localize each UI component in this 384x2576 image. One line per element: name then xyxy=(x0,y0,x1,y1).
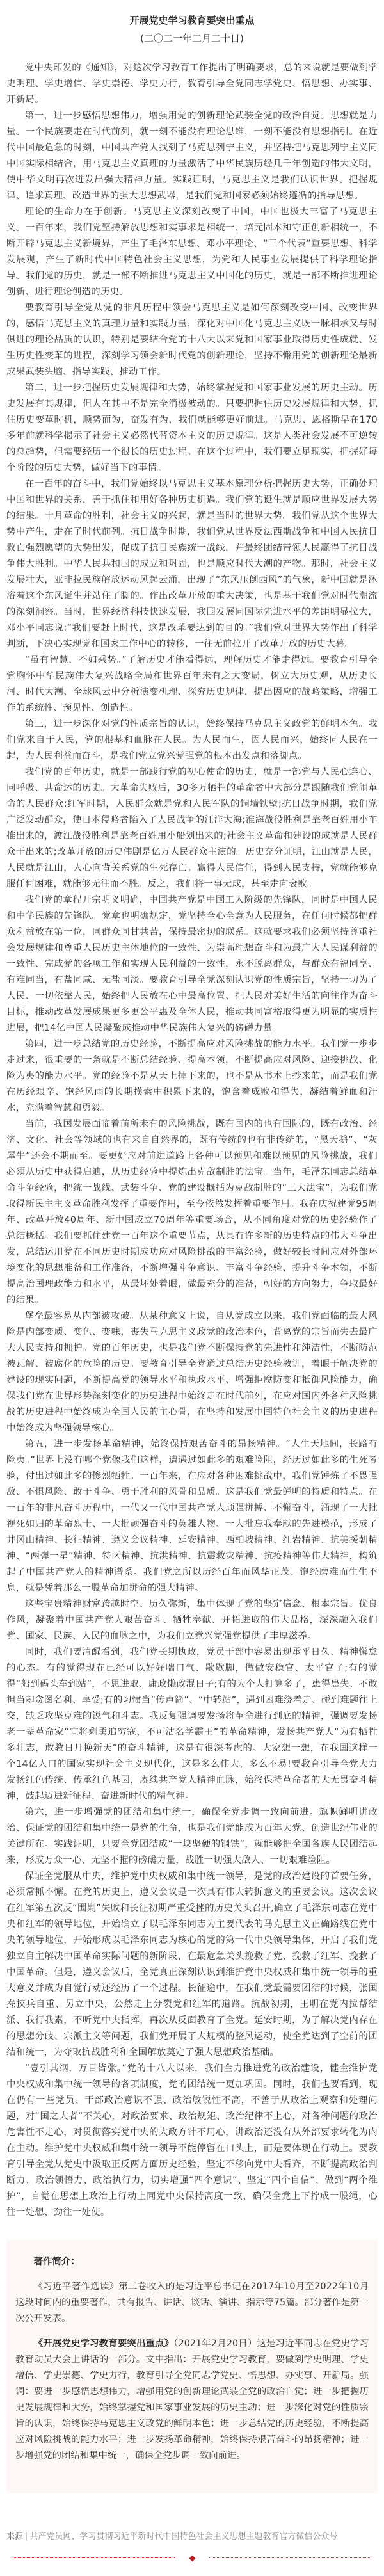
work-title: 《开展党史学习教育要突出重点》 xyxy=(33,2339,174,2349)
paragraph: 保证全党服从中央，维护党中央权威和集中统一领导，是党的政治建设的首要任务，必须常抓不懈。在党的历史上，遵义会议是一次具有伟大转折意义的重要会议。这次会议在红军第五次反“围剿”失败和长征初期严重受挫的历史关头召开,确立了毛泽东同志在党中央和红军的领导地位，开始确立了以毛泽东同志为主要代表的马克思主义正确路线在党中央的领导地位，开始形成以毛泽东同志为核心的党的第一代中央领导集体，开启了我们党独立自主解决中国革命实际问题的新阶段，在最危急关头挽救了党、挽救了红军、挽救了中国革命。但是，遵义会议后，全党真正深刻认识到维护党中央权威和集中统一领导的重大意义并成为自觉行动还经历了一个过程。长征途中，在我们党最需要团结的时候，张国焘挟兵自重、另立中央，公然走上分裂党和红军的道路。抗战初期，王明在党内拉帮结派、我行我素，不听党中央指挥，再次从反面教育了全党。延安时期，为了解决党内存在的思想分歧、宗派主义等问题，我们党开展了大规模的整风运动，使全党达到了空前的团结和统一，为夺取抗战胜利和全国解放奠定了强大思想政治基础。 xyxy=(6,1871,378,2057)
paragraph: 要教育引导全党从党的非凡历程中领会马克思主义是如何深刻改变中国、改变世界的，感悟马克思主义的真理力量和实践力量，深化对中国化马克思主义既一脉相承又与时俱进的理论品质的认识，特别是要结合党的十八大以来党和国家事业取得历史性成就、发生历史性变革的进程，深刻学习领会新时代党的创新理论，坚持不懈用党的创新理论最新成果武装头脑、指导实践、推动工作。 xyxy=(6,303,378,377)
divider-line-right xyxy=(209,2557,372,2559)
paragraph: 同时，我们要清醒看到，我们党长期执政，党员干部中容易出现承平日久、精神懈怠的心态。有的觉得现在已经可以好好喘口气、歇歇脚，做做安稳官、太平官了;有的觉得“船到码头车到站”，不思进取、庸政懒政混日子;有的为个人打算多了，患得患失、不敢担当却贪图名利、享受;有的习惯当“传声筒”、“中转站”，遇到困难绕着走、碰到难题往上交，缺乏攻坚克难的锐气和斗志。我反复强调要发扬将革命进行到底的精神，强调要发扬老一辈革命家“宜将剩勇追穷寇，不可沽名学霸王”的革命精神，发扬共产党人“为有牺牲多壮志，敢教日月换新天”的奋斗精神，这是有很深考虑的。大家想一想，在我国这样一个14亿人口的国家实现社会主义现代化，这是多么伟大、多么不易!要教育引导全党大力发扬红色传统、传承红色基因，赓续共产党人精神血脉，始终保持革命者的大无畏奋斗精神，鼓起迈进新征程、奋进新时代的精气神。 xyxy=(6,1647,378,1801)
paragraph: 我们党的百年历史，就是一部践行党的初心使命的历史，就是一部党与人民心连心、同呼吸、共命运的历史。大革命失败后，30多万牺牲的革命者中大部分是跟随我们党闹革命的人民群众;红军时期，人民群众就是党和人民军队的铜墙铁壁;抗日战争时期，我们党广泛发动群众，使日本侵略者陷入了人民战争的汪洋大海;淮海战役胜利是靠老百姓用小车推出来的，渡江战役胜利是靠老百姓用小船划出来的;社会主义革命和建设的成就是人民群众干出来的;改革开放的历史伟剧是亿万人民群众主演的。历史充分证明，江山就是人民，人民就是江山，人心向背关系党的生死存亡。赢得人民信任，得到人民支持，党就能够克服任何困难，就能够无往而不胜。反之，我们将一事无成，甚至走向衰败。 xyxy=(6,767,378,889)
diamond-icon xyxy=(189,2556,195,2562)
paragraph: 第二，进一步把握历史发展规律和大势，始终掌握党和国家事业发展的历史主动。历史发展有其规律，但人在其中不是完全消极被动的。只要把握住历史发展规律和大势，抓住历史变革时机，顺势而为，奋发有为，我们就能够更好前进。马克思、恩格斯早在170多年前就科学揭示了社会主义必然代替资本主义的历史规律。这是人类社会发展不可逆转的总趋势，但需要经历一个很长的历史过程。在这个过程中，我们要立足现实，把握好每个阶段的历史大势，做好当下的事情。 xyxy=(6,383,378,473)
paragraph: 理论的生命力在于创新。马克思主义深刻改变了中国，中国也极大丰富了马克思主义。一百年来，我们党坚持解放思想和实事求是相统一、培元固本和守正创新相统一，不断开辟马克思主义新境界，产生了毛泽东思想、邓小平理论、“三个代表”重要思想、科学发展观，产生了新时代中国特色社会主义思想，为党和人民事业发展提供了科学理论指导。我们党的历史，就是一部不断推进马克思主义中国化的历史，就是一部不断推进理论创新、进行理论创造的历史。 xyxy=(6,207,378,297)
work-summary: （2021年2月20日）这是习近平同志在党史学习教育动员大会上讲话的一部分。文中指出：开展党史学习教育，要做到学史明理、学史增信、学史崇德、学史力行，教育引导全党同志学党史、悟思想、办实事、开新局。强调：要进一步感悟思想伟力，增强用党的创新理论武装全党的政治自觉；进一步把握历史发展规律和大势，始终掌握党和国家事业发展的历史主动；进一步深化对党的性质宗旨的认识，始终保持马克思主义政党的鲜明本色；进一步总结党的历史经验，不断提高应对风险挑战的能力水平；进一步发扬革命精神，始终保持艰苦奋斗的昂扬精神；进一步增强党的团结和集中统一，确保全党步调一致向前进。 xyxy=(15,2339,369,2461)
source-text: 共产党员网、学习贯彻习近平新时代中国特色社会主义思想主题教育官方微信公众号 xyxy=(29,2532,338,2541)
paragraph: “虽有智慧，不如乘势。”了解历史才能看得远，理解历史才能走得远。要教育引导全党胸怀中华民族伟大复兴战略全局和世界百年未有之大变局，树立大历史观，从历史长河、时代大潮、全球风云中分析演变机理、探究历史规律，提出因应的战略策略，增强工作的系统性、预见性、创造性。 xyxy=(6,655,378,713)
paragraph: 我们党的章程开宗明义明确，中国共产党是中国工人阶级的先锋队，同时是中国人民和中华民族的先锋队。党章也明确规定，党坚持全心全意为人民服务，在任何时候都把群众利益放在第一位，同群众同甘共苦，保持最密切的联系。这就要求我们必须坚持尊重社会发展规律和尊重人民历史主体地位的一致性、为崇高理想奋斗和为最广大人民谋利益的一致性、完成党的各项工作和实现人民利益的一致性，永不脱离群众，与群众有福同享、有难同当，有盐同咸、无盐同淡。要教育引导全党深刻认识党的性质宗旨，坚持一切为了人民、一切依靠人民，始终把人民放在心中最高位置、把人民对美好生活的向往作为奋斗目标，推动改革发展成果更多更公平惠及全体人民，推动共同富裕取得更为明显的实质性进展，把14亿中国人民凝聚成推动中华民族伟大复兴的磅礴力量。 xyxy=(6,895,378,1033)
intro-heading: 著作简介： xyxy=(33,2257,80,2267)
source-separator: | xyxy=(25,2532,28,2541)
paragraph: 这些宝贵精神财富跨越时空、历久弥新，集中体现了党的坚定信念、根本宗旨、优良作风，凝聚着中国共产党人艰苦奋斗、牺牲奉献、开拓进取的伟大品格，深深融入我们党、国家、民族、人民的血脉之中，为我们立党兴党强党提供了丰厚滋养。 xyxy=(6,1599,378,1641)
intro-paragraph xyxy=(15,2336,369,2464)
footer-divider xyxy=(6,2556,378,2561)
source-label: 来源 xyxy=(6,2532,24,2541)
paragraph: 在一百年的奋斗中，我们党始终以马克思主义基本原理分析把握历史大势，正确处理中国和世界的关系，善于抓住和用好各种历史机遇。我们党的诞生就是顺应世界发展大势的结果。十月革命的胜利，社会主义的兴起，就是当时的世界大势。我们党从这个世界大势中产生，走在了时代前列。抗日战争时期，我们党从世界反法西斯战争和中国人民抗日救亡强烈愿望的大势出发，促成了抗日民族统一战线，并最终团结带领人民赢得了抗日战争伟大胜利。中华人民共和国的成立和巩固，也是顺应时代大潮的产物。那时，社会主义发展壮大，亚非拉民族解放运动风起云涌，出现了“东风压倒西风”的气象，新中国就是沐浴着这个东风诞生并站住了脚的。作出改革开放的重大决策，也是基于我们党对时代潮流的深刻洞察。当时，世界经济科技快速发展，我国发展同国际先进水平的差距明显拉大，邓小平同志说:“我们要赶上时代，这是改革要达到的目的。”我们党对世界大势作出了科学判断，下决心实现党和国家工作中心的转移，一往无前拉开了改革开放的历史大幕。 xyxy=(6,479,378,649)
paragraph: 第六，进一步增强党的团结和集中统一，确保全党步调一致向前进。旗帜鲜明讲政治、保证党的团结和集中统一是党的生命，也是我们党能成为百年大党、创造世纪伟业的关键所在。实践证明，只要全党团结成“一块坚硬的钢铁”，就能够把全国各族人民团结起来，形成万众一心、无坚不摧的磅礴力量，战胜一切强大敌人、一切艰难险阻。 xyxy=(6,1807,378,1865)
article-date: (二〇二一年二月二十日) xyxy=(140,33,244,44)
paragraph: 第四，进一步总结党的历史经验，不断提高应对风险挑战的能力水平。我们党一步步走过来，很重要的一条就是不断总结经验、提高本领，不断提高应对风险、迎接挑战、化险为夷的能力水平。党的经验不是从天上掉下来的，也不是从书本上抄来的，而是我们党在历经艰辛、饱经风雨的长期摸索中积累下来的，饱含着成败和得失，凝结着鲜血和汗水，充满着智慧和勇毅。 xyxy=(6,1039,378,1113)
paragraph: 堡垒最容易从内部被攻破。从某种意义上说，自从党成立以来，我们党面临的最大风险是内部变质、变色、变味，丧失马克思主义政党的政治本色，背离党的宗旨而失去最广大人民支持和拥护。党的百年历史，也是我们党不断保持党的先进性和纯洁性，不断防范被瓦解、被腐化的危险的历史。要教育引导全党通过总结历史经验教训，着眼于解决党的建设的现实问题，不断提高党的领导水平和执政水平、增强拒腐防变和抵御风险能力，确保我们党在世界形势深刻变化的历史进程中始终走在时代前列，在应对国内外各种风险挑战的历史进程中始终成为全国人民的主心骨，在坚持和发展中国特色社会主义的历史进程中始终成为坚强领导核心。 xyxy=(6,1311,378,1433)
paragraph: “壹引其纲，万目皆张。”党的十八大以来，我们全力推进党的政治建设，健全维护党中央权威和集中统一领导的各项制度，党的团结统一更加巩固。同时，我们也要看到，现在仍有一些党员、干部政治意识不强、政治敏锐性不高，不善于从政治上观察和处理问题，对“国之大者”不关心，对政治要求、政治规矩、政治纪律不上心，对各种问题的政治危害性不走心，对贯彻落实党中央的大政方针不用心，讲政治还没有从外部要求转化为内在主动。维护党中央权威和集中统一领导不能停留在口头上，而是要体现在行动上。要教育引导全党从党史中汲取正反两方面历史经验，坚定不移向党中央看齐，不断提高政治判断力、政治领悟力、政治执行力，切实增强“四个意识”、坚定“四个自信”、做到“两个维护”，自觉在思想上政治上行动上同党中央保持高度一致，确保全党上下拧成一股绳，心往一处想、劲往一处使。 xyxy=(6,2063,378,2218)
work-intro-box xyxy=(6,2240,378,2493)
paragraph: 党中央印发的《通知》，对这次学习教育工作提出了明确要求，总的来说就是要做到学史明理、学史增信、学史崇德、学史力行，教育引导全党同志学党史、悟思想、办实事、开新局。 xyxy=(6,63,378,105)
paragraph: 第三，进一步深化对党的性质宗旨的认识，始终保持马克思主义政党的鲜明本色。我们党来自于人民，党的根基和血脉在人民。为人民而生，因人民而兴，始终同人民在一起，为人民利益而奋斗，是我们党立党兴党强党的根本出发点和落脚点。 xyxy=(6,719,378,761)
paragraph: 当前，我国发展面临着前所未有的风险挑战，既有国内的也有国际的，既有政治、经济、文化、社会等领域的也有来自自然界的，既有传统的也有非传统的，“黑天鹅”、“灰犀牛”还会不期而至。要更好应对前进道路上各种可以预见和难以预见的风险挑战，我们必须从历史中获得启迪，从历史经验中提炼出克敌制胜的法宝。当年，毛泽东同志总结革命斗争经验，把统一战线、武装斗争、党的建设概括为克敌制胜的“三大法宝”，为我们党取得新民主主义革命胜利发挥了重要作用，至今依然发挥着重要作用。我在庆祝建党95周年、改革开放40周年、新中国成立70周年等重要场合，从不同角度对党的历史经验作了总结概括。我们要抓住建党一百年这个重要节点，从具有许多新的历史特点的伟大斗争出发，总结运用党在不同历史时期成功应对风险挑战的丰富经验，做好较长时间应对外部环境变化的思想准备和工作准备，不断增强斗争意识、丰富斗争经验、提升斗争本领，不断提高治国理政能力和水平，从最坏处着眼，做最充分的准备，朝好的方向努力，争取最好的结果。 xyxy=(6,1119,378,1305)
paragraph: 第一，进一步感悟思想伟力，增强用党的创新理论武装全党的政治自觉。思想就是力量。一个民族要走在时代前列，就一刻不能没有理论思维，一刻不能没有思想指引。在近代中国最危急的时刻，中国共产党人找到了马克思列宁主义，并坚持把马克思列宁主义同中国实际相结合，用马克思主义真理的力量激活了中华民族历经几千年创造的伟大文明，使中华文明再次迸发出强大精神力量。实践证明，马克思主义是我们认识世界、把握规律、追求真理、改造世界的强大思想武器，是我们党和国家必须始终遵循的指导思想。 xyxy=(6,111,378,201)
article-title: 开展党史学习教育要突出重点 xyxy=(129,15,255,26)
source-line xyxy=(6,2531,378,2543)
paragraph: 第五，进一步发扬革命精神，始终保持艰苦奋斗的昂扬精神。“人生天地间，长路有险夷。”世界上没有哪个党像我们这样，遭遇过如此多的艰难险阻，经历过如此多的生死考验，付出过如此多的惨烈牺牲。一百年来，在应对各种困难挑战中，我们党锤炼了不畏强敌、不惧风险、敢于斗争、勇于胜利的风骨和品质。这是我们党最鲜明的特质和特点。在一百年的非凡奋斗历程中，一代又一代中国共产党人顽强拼搏、不懈奋斗，涌现了一大批视死如归的革命烈士、一大批顽强奋斗的英雄人物、一大批忘我奉献的先进模范，形成了井冈山精神、长征精神、遵义会议精神、延安精神、西柏坡精神、红岩精神、抗美援朝精神、“两弹一星”精神、特区精神、抗洪精神、抗震救灾精神、抗疫精神等伟大精神，构筑起了中国共产党人的精神谱系。我们党之所以历经百年而风华正茂、饱经磨难而生生不息，就是凭着那么一股革命加拼命的强大精神。 xyxy=(6,1439,378,1593)
article-body xyxy=(6,60,378,2221)
intro-paragraph: 《习近平著作选读》第二卷收入的是习近平总书记在2017年10月至2022年10月这段时间内的重要著作，共有报告、讲话、谈话、演讲、指示等75篇。部分著作是第一次公开发表。 xyxy=(15,2282,369,2324)
divider-line-left xyxy=(12,2557,175,2559)
